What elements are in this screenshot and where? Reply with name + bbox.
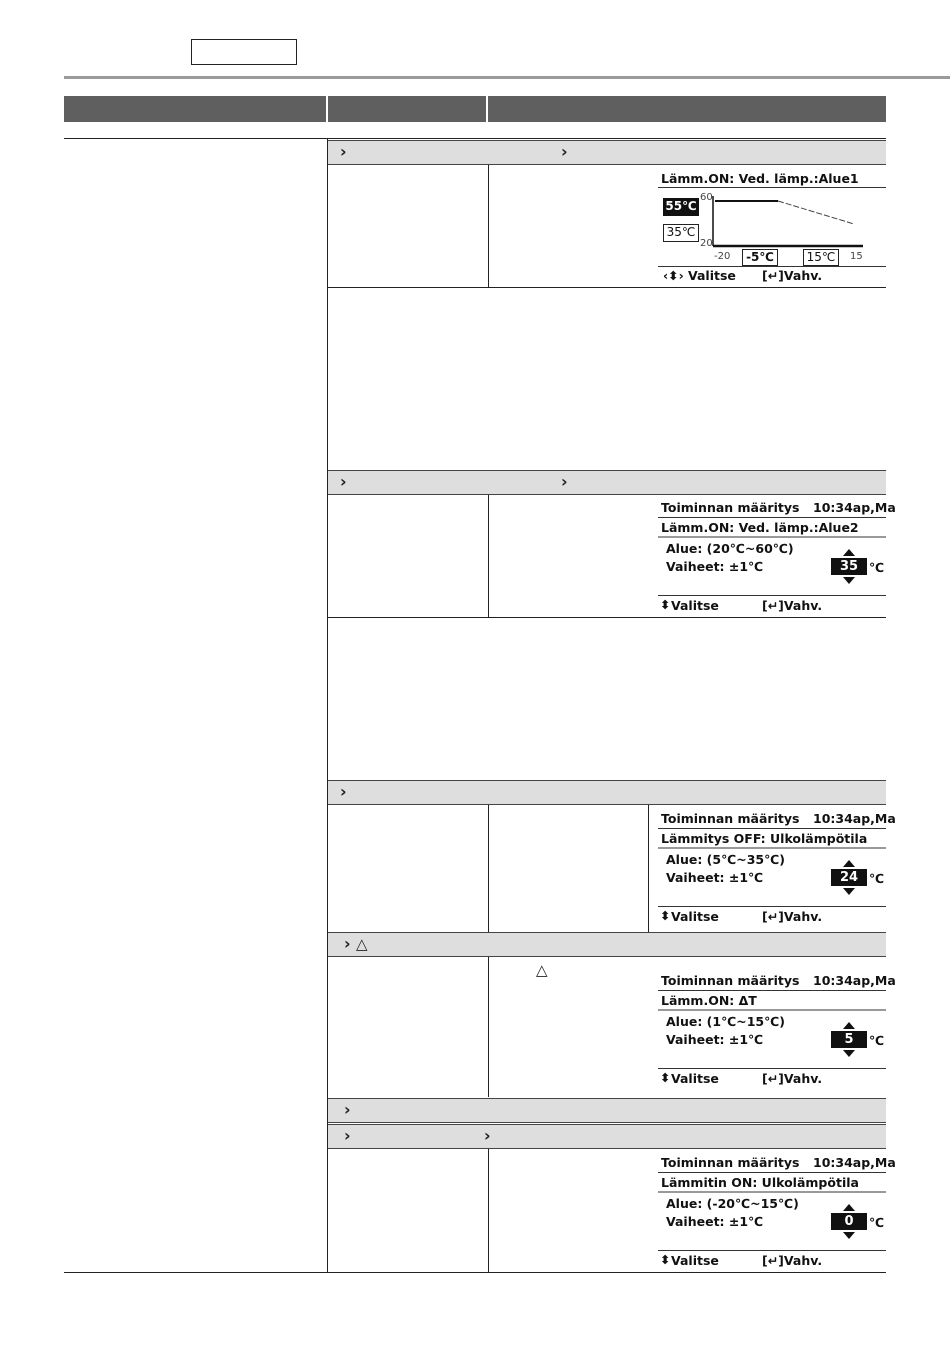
screen-rule bbox=[658, 1250, 886, 1251]
chevron-right-icon: › bbox=[340, 142, 347, 161]
screen-title: Lämm.ON: Ved. lämp.:Alue2 bbox=[661, 520, 859, 535]
high-temp-label: 55℃ bbox=[663, 198, 699, 216]
chevron-right-icon: › bbox=[344, 934, 351, 953]
value-display: 5 bbox=[831, 1031, 867, 1048]
value-display: 24 bbox=[831, 869, 867, 886]
updown-arrow-icon: ⬍ bbox=[660, 908, 671, 923]
screen-header: Toiminnan määritys bbox=[661, 811, 800, 826]
steps-text: Vaiheet: ±1℃ bbox=[666, 1214, 764, 1229]
screen-rule bbox=[658, 536, 886, 538]
nav-select-label: Valitse bbox=[671, 1253, 719, 1268]
low-temp-label: 35℃ bbox=[663, 224, 699, 242]
nav-confirm-label: [↵]Vahv. bbox=[762, 1253, 823, 1268]
chevron-right-icon: › bbox=[561, 472, 568, 491]
cell-divider bbox=[488, 495, 489, 617]
screen-rule bbox=[658, 595, 886, 596]
lcd-screen-delta-t bbox=[658, 971, 896, 1089]
table-top-rule bbox=[64, 138, 886, 139]
steps-text: Vaiheet: ±1℃ bbox=[666, 870, 764, 885]
section-bar-3 bbox=[328, 780, 886, 805]
screen-title: Lämmitin ON: Ulkolämpötila bbox=[661, 1175, 859, 1190]
updown-arrow-icon: ⬍ bbox=[660, 597, 671, 612]
chevron-right-icon: › bbox=[344, 1100, 351, 1119]
section-bar-1 bbox=[328, 140, 886, 165]
arrow-down-icon bbox=[843, 577, 855, 584]
chevron-right-icon: › bbox=[561, 142, 568, 161]
value-unit: ℃ bbox=[869, 1033, 885, 1048]
arrow-up-icon bbox=[843, 1204, 855, 1211]
nav-select-label: Valitse bbox=[671, 1071, 719, 1086]
cell-divider bbox=[648, 805, 649, 932]
y-bottom-tick: 20 bbox=[700, 238, 713, 249]
value-unit: ℃ bbox=[869, 560, 885, 575]
screen-rule bbox=[658, 906, 886, 907]
screen-rule bbox=[658, 266, 886, 267]
lcd-screen-heating-curve-zone1 bbox=[658, 168, 886, 286]
value-display: 0 bbox=[831, 1213, 867, 1230]
row-rule bbox=[328, 287, 886, 288]
screen-title: Lämm.ON: Ved. lämp.:Alue1 bbox=[661, 171, 859, 186]
chevron-right-icon: › bbox=[344, 1126, 351, 1145]
section-bar-2 bbox=[328, 470, 886, 495]
four-way-arrow-icon: ‹⬍› bbox=[663, 268, 684, 283]
chevron-right-icon: › bbox=[340, 782, 347, 801]
nav-select-label: Valitse bbox=[671, 598, 719, 613]
range-text: Alue: (5℃~35℃) bbox=[666, 852, 785, 867]
delta-triangle-icon: △ bbox=[356, 935, 368, 953]
updown-arrow-icon: ⬍ bbox=[660, 1070, 671, 1085]
screen-rule bbox=[658, 1172, 886, 1173]
screen-header: Toiminnan määritys bbox=[661, 500, 800, 515]
cell-divider bbox=[488, 165, 489, 287]
nav-select-label: Valitse bbox=[688, 268, 736, 283]
screen-rule bbox=[658, 1009, 886, 1011]
table-header-col1 bbox=[64, 96, 326, 122]
x-left-tick: -20 bbox=[714, 251, 731, 262]
value-display: 35 bbox=[831, 558, 867, 575]
nav-confirm-label: [↵]Vahv. bbox=[762, 598, 823, 613]
arrow-up-icon bbox=[843, 549, 855, 556]
screen-title: Lämmitys OFF: Ulkolämpötila bbox=[661, 831, 868, 846]
screen-rule bbox=[658, 517, 886, 518]
lcd-screen-zone2 bbox=[658, 498, 896, 616]
screen-title: Lämm.ON: ΔT bbox=[661, 993, 757, 1008]
screen-rule bbox=[658, 1191, 886, 1193]
arrow-down-icon bbox=[843, 888, 855, 895]
nav-select-label: Valitse bbox=[671, 909, 719, 924]
arrow-down-icon bbox=[843, 1232, 855, 1239]
x-right-tick: 15 bbox=[850, 251, 863, 262]
screen-rule bbox=[658, 847, 886, 849]
chevron-right-icon: › bbox=[484, 1126, 491, 1145]
delta-triangle-icon: △ bbox=[536, 961, 548, 979]
screen-time: 10:34ap,Ma bbox=[813, 500, 896, 515]
value-unit: ℃ bbox=[869, 871, 885, 886]
cell-divider bbox=[488, 1149, 489, 1272]
chevron-right-icon: › bbox=[340, 472, 347, 491]
screen-rule bbox=[658, 828, 886, 829]
arrow-up-icon bbox=[843, 860, 855, 867]
value-unit: ℃ bbox=[869, 1215, 885, 1230]
updown-arrow-icon: ⬍ bbox=[660, 1252, 671, 1267]
range-text: Alue: (1℃~15℃) bbox=[666, 1014, 785, 1029]
range-text: Alue: (-20℃~15℃) bbox=[666, 1196, 799, 1211]
x-low-box: -5℃ bbox=[742, 249, 778, 266]
table-header-col2 bbox=[328, 96, 486, 122]
lcd-screen-heater-on-outdoor bbox=[658, 1153, 896, 1271]
nav-confirm-label: [↵]Vahv. bbox=[762, 268, 823, 283]
arrow-down-icon bbox=[843, 1050, 855, 1057]
page-tag-box bbox=[191, 39, 297, 65]
row-rule bbox=[328, 617, 886, 618]
nav-confirm-label: [↵]Vahv. bbox=[762, 1071, 823, 1086]
screen-rule bbox=[658, 990, 886, 991]
screen-time: 10:34ap,Ma bbox=[813, 1155, 896, 1170]
lcd-screen-heating-off-outdoor bbox=[658, 809, 896, 927]
screen-header: Toiminnan määritys bbox=[661, 1155, 800, 1170]
steps-text: Vaiheet: ±1℃ bbox=[666, 1032, 764, 1047]
y-top-tick: 60 bbox=[700, 192, 713, 203]
table-header-col3 bbox=[488, 96, 886, 122]
screen-time: 10:34ap,Ma bbox=[813, 973, 896, 988]
section-bar-4 bbox=[328, 932, 886, 957]
screen-header: Toiminnan määritys bbox=[661, 973, 800, 988]
steps-text: Vaiheet: ±1℃ bbox=[666, 559, 764, 574]
cell-divider bbox=[488, 957, 489, 1097]
nav-confirm-label: [↵]Vahv. bbox=[762, 909, 823, 924]
section-bar-5 bbox=[328, 1098, 886, 1123]
range-text: Alue: (20℃~60℃) bbox=[666, 541, 794, 556]
top-rule bbox=[64, 76, 950, 79]
section-bar-6 bbox=[328, 1124, 886, 1149]
screen-time: 10:34ap,Ma bbox=[813, 811, 896, 826]
x-high-box: 15℃ bbox=[803, 249, 839, 266]
table-bottom-rule bbox=[64, 1272, 886, 1273]
screen-rule bbox=[658, 1068, 886, 1069]
arrow-up-icon bbox=[843, 1022, 855, 1029]
cell-divider bbox=[488, 805, 489, 932]
